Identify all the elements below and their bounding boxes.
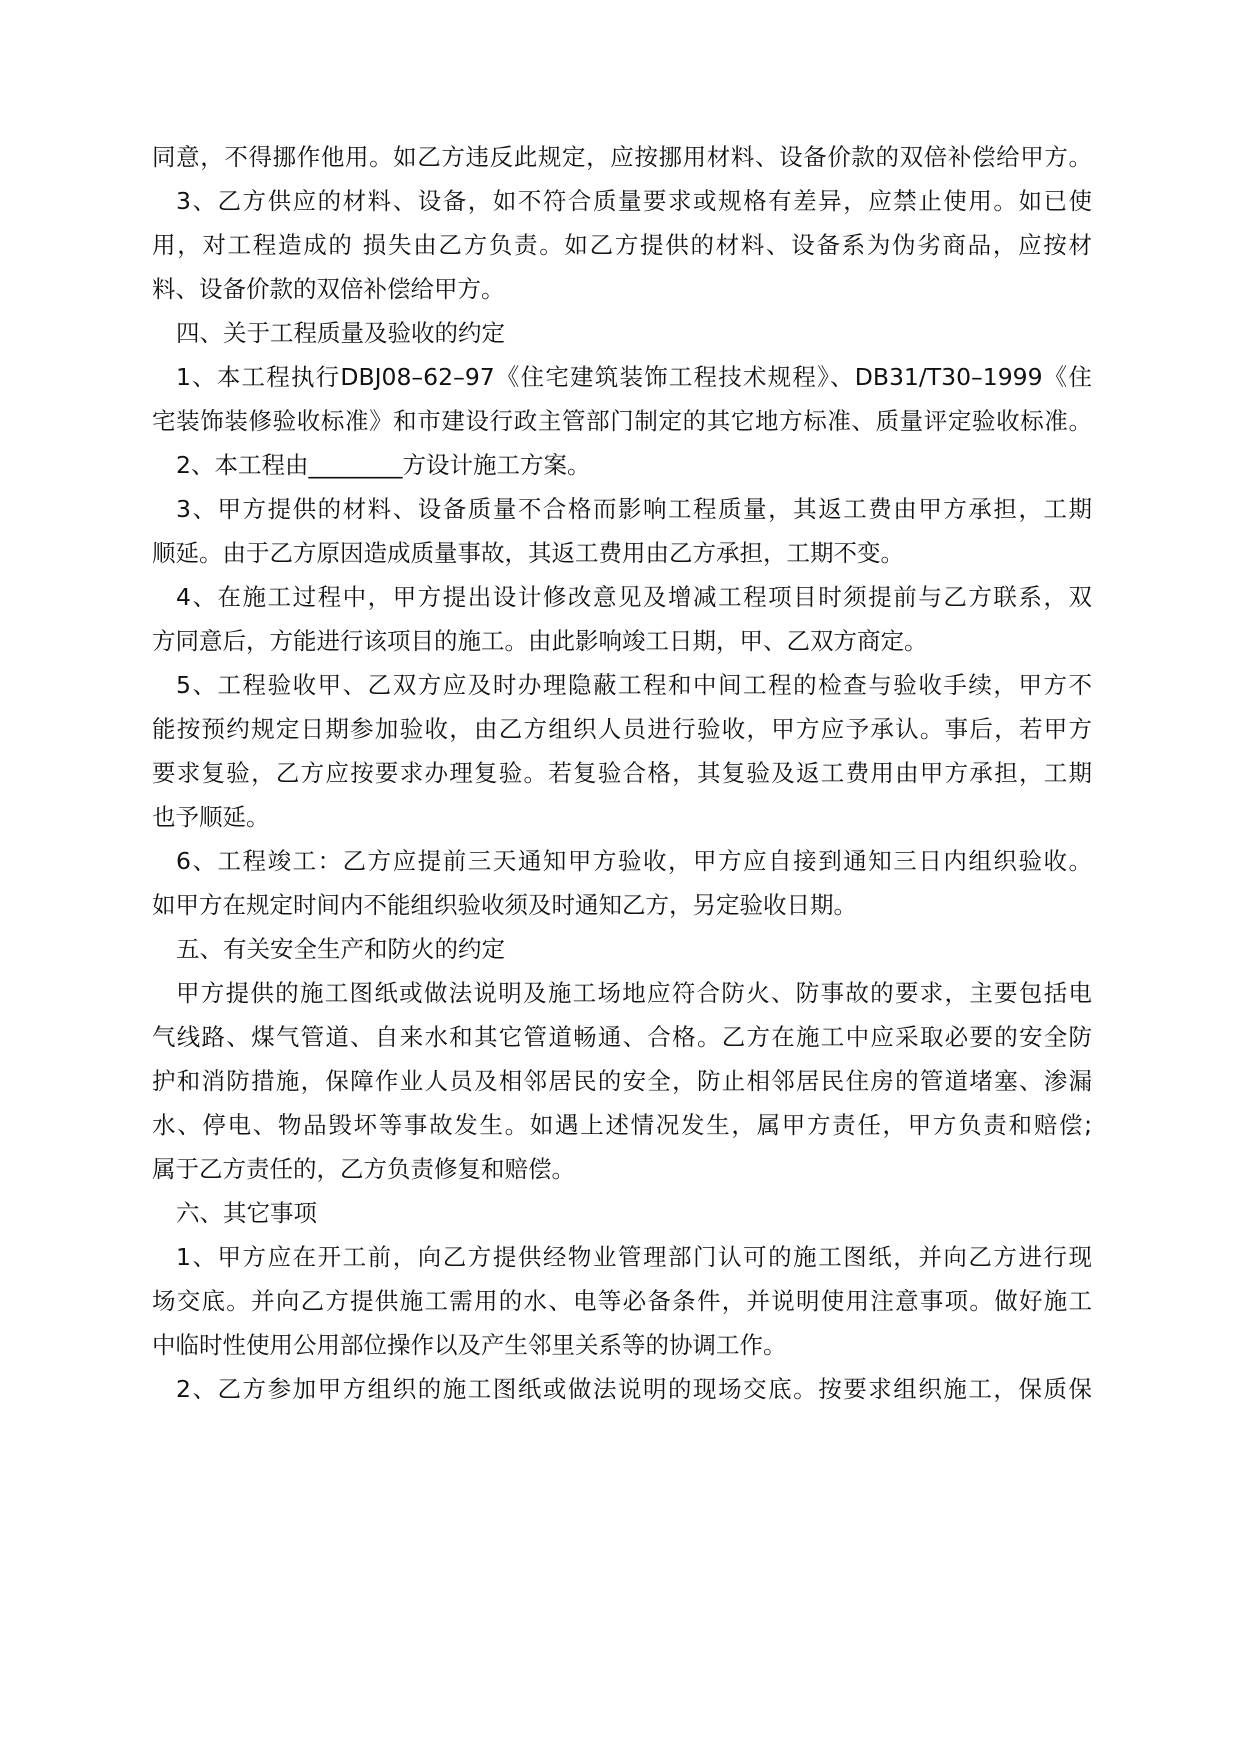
text-line: 1、本工程执行DBJ08–62–97《住宅建筑装饰工程技术规程》、DB31/T30–1999《住 xyxy=(176,363,1092,391)
section-heading: 六、其它事项 xyxy=(176,1199,317,1227)
text-line: 料、设备价款的双倍补偿给甲方。 xyxy=(152,275,505,303)
text-line: 方同意后，方能进行该项目的施工。由此影响竣工日期，甲、乙双方商定。 xyxy=(152,627,928,655)
text-line: 能按预约规定日期参加验收，由乙方组织人员进行验收，甲方应予承认。事后，若甲方 xyxy=(152,715,1092,743)
text-line: 也予顺延。 xyxy=(152,803,270,831)
text-line: 5、工程验收甲、乙双方应及时办理隐蔽工程和中间工程的检查与验收手续，甲方不 xyxy=(176,671,1092,699)
text-line: 场交底。并向乙方提供施工需用的水、电等必备条件，并说明使用注意事项。做好施工 xyxy=(152,1287,1092,1315)
text-line: 属于乙方责任的，乙方负责修复和赔偿。 xyxy=(152,1155,575,1183)
text-line: 宅装饰装修验收标准》和市建设行政主管部门制定的其它地方标准、质量评定验收标准。 xyxy=(152,407,1092,435)
text-line: 3、乙方供应的材料、设备，如不符合质量要求或规格有差异，应禁止使用。如已使 xyxy=(176,187,1092,215)
text-line: 甲方提供的施工图纸或做法说明及施工场地应符合防火、防事故的要求，主要包括电 xyxy=(176,979,1092,1007)
text-line: 4、在施工过程中，甲方提出设计修改意见及增减工程项目时须提前与乙方联系，双 xyxy=(176,583,1092,611)
text-line: 如甲方在规定时间内不能组织验收须及时通知乙方，另定验收日期。 xyxy=(152,891,857,919)
text-line: 要求复验，乙方应按要求办理复验。若复验合格，其复验及返工费用由甲方承担，工期 xyxy=(152,759,1092,787)
text-line: 6、工程竣工：乙方应提前三天通知甲方验收，甲方应自接到通知三日内组织验收。 xyxy=(176,847,1092,875)
text-line: 顺延。由于乙方原因造成质量事故，其返工费用由乙方承担，工期不变。 xyxy=(152,539,904,567)
section-heading: 四、关于工程质量及验收的约定 xyxy=(176,319,505,347)
text-line: 用，对工程造成的 损失由乙方负责。如乙方提供的材料、设备系为伪劣商品，应按材 xyxy=(152,231,1092,259)
text-line: 中临时性使用公用部位操作以及产生邻里关系等的协调工作。 xyxy=(152,1331,787,1359)
text-line: 3、甲方提供的材料、设备质量不合格而影响工程质量，其返工费由甲方承担，工期 xyxy=(176,495,1092,523)
text-line: 护和消防措施，保障作业人员及相邻居民的安全，防止相邻居民住房的管道堵塞、渗漏 xyxy=(152,1067,1092,1095)
text-line: 1、甲方应在开工前，向乙方提供经物业管理部门认可的施工图纸，并向乙方进行现 xyxy=(176,1243,1092,1271)
text-line: 同意，不得挪作他用。如乙方违反此规定，应按挪用材料、设备价款的双倍补偿给甲方。 xyxy=(152,143,1092,171)
text-line: 2、本工程由________方设计施工方案。 xyxy=(176,451,591,479)
text-line: 气线路、煤气管道、自来水和其它管道畅通、合格。乙方在施工中应采取必要的安全防 xyxy=(152,1023,1092,1051)
section-heading: 五、有关安全生产和防火的约定 xyxy=(176,935,505,963)
text-line: 2、乙方参加甲方组织的施工图纸或做法说明的现场交底。按要求组织施工，保质保 xyxy=(176,1375,1092,1403)
text-line: 水、停电、物品毁坏等事故发生。如遇上述情况发生，属甲方责任，甲方负责和赔偿; xyxy=(152,1111,1092,1139)
